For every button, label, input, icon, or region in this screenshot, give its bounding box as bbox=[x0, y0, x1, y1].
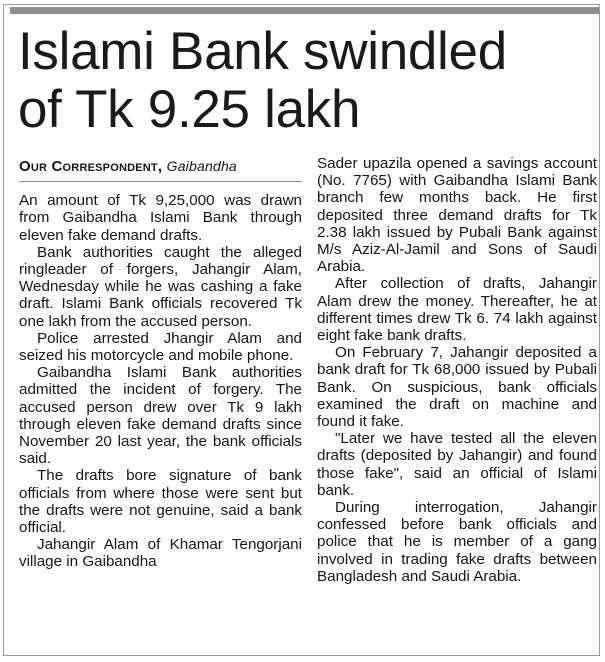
paragraph: Sader upazila opened a savings account (No. 7765) with Gaibandha Islami Bank branch few months back. He first deposited three demand drafts for Tk 2.38 lakh issued by Pubali Bank against M/s Aziz-Al-Jamil and Sons of Saudi Arabia. bbox=[317, 155, 597, 276]
paragraph: Gaibandha Islami Bank authorities admitted the incident of forgery. The accused person drew over Tk 9 lakh through eleven fake demand drafts since November 20 last year, the bank officials said. bbox=[19, 364, 302, 468]
news-clipping bbox=[3, 4, 600, 656]
paragraph: After collection of drafts, Jahangir Alam drew the money. Thereafter, he at different times drew Tk 6. 74 lakh against eight fake bank drafts. bbox=[317, 275, 597, 345]
headline bbox=[18, 23, 598, 139]
left-column bbox=[19, 158, 302, 571]
byline-place: Gaibandha bbox=[166, 158, 237, 174]
byline-author: Our Correspondent, bbox=[19, 158, 163, 175]
paragraph: The drafts bore signature of bank officials from where those were sent but the drafts were not genuine, said a bank official. bbox=[19, 467, 302, 537]
paragraph: Bank authorities caught the alleged ringleader of forgers, Jahangir Alam, Wednesday while he was cashing a fake draft. Islami Bank officials recovered Tk one lakh from the accused person. bbox=[19, 243, 302, 330]
paragraph: On February 7, Jahangir deposited a bank draft for Tk 68,000 issued by Pubali Bank. On suspicious, bank officials examined the draft on machine and found it fake. bbox=[317, 344, 597, 431]
right-column bbox=[317, 155, 597, 585]
paragraph: An amount of Tk 9,25,000 was drawn from Gaibandha Islami Bank through eleven fake demand drafts. bbox=[19, 192, 302, 244]
paragraph: During interrogation, Jahangir confessed before bank officials and police that he is member of a gang involved in trading fake drafts between Bangladesh and Saudi Arabia. bbox=[317, 499, 597, 585]
top-rule bbox=[10, 7, 599, 14]
headline-line-2: of Tk 9.25 lakh bbox=[18, 80, 361, 139]
byline bbox=[19, 158, 302, 182]
paragraph: "Later we have tested all the eleven drafts (deposited by Jahangir) and found those fake", said an official of Islami bank. bbox=[317, 430, 597, 499]
paragraph: Police arrested Jhangir Alam and seized his motorcycle and mobile phone. bbox=[19, 329, 302, 365]
paragraph: Jahangir Alam of Khamar Tengorjani village in Gaibandha bbox=[19, 536, 302, 571]
headline-line-1: Islami Bank swindled bbox=[18, 22, 507, 81]
